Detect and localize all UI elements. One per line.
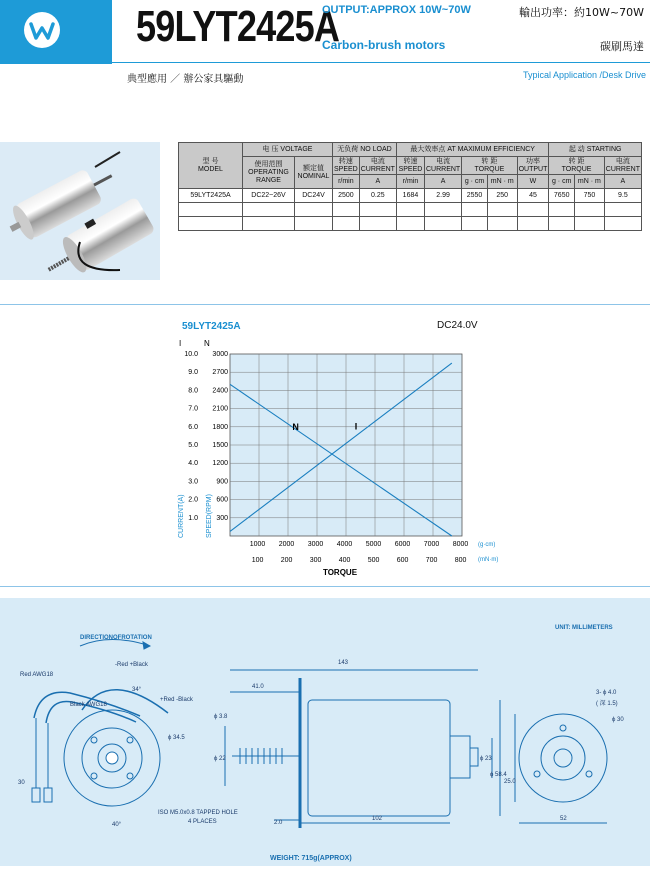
y-tick-speed: 2400: [212, 387, 228, 395]
me-torque-en: TORQUE: [474, 165, 505, 173]
me-torque-cn: 转 距: [481, 157, 498, 165]
op-range-cn: 使用范围: [254, 160, 283, 168]
me-current-en: CURRENT: [425, 165, 461, 173]
wire-redblack-1: -Red +Black: [115, 662, 148, 668]
x-label: TORQUE: [322, 568, 358, 577]
unit-gcm: g · cm: [462, 175, 488, 189]
y-tick-current: 4.0: [188, 460, 198, 468]
iso-label: ISO M5.0x0.8 TAPPED HOLE: [158, 810, 238, 816]
nl-speed-cn: 转速: [338, 157, 353, 165]
maxeff-group-header: 最大效率点 AT MAXIMUM EFFICIENCY: [396, 143, 548, 157]
x-tick-mnm: 600: [396, 557, 409, 564]
dim-102: 102: [372, 816, 383, 822]
nominal-en: NOMINAL: [297, 172, 330, 180]
y-tick-current: 3.0: [188, 478, 198, 486]
performance-chart: [170, 334, 510, 584]
unit-mnm-2: mN · m: [575, 175, 605, 189]
me-current-cn: 电流: [436, 157, 451, 165]
nl-speed-en: SPEED: [334, 165, 358, 173]
st-current-en: CURRENT: [605, 165, 640, 173]
y-tick-speed: 2700: [212, 369, 228, 377]
op-range-en: OPERATING RANGE: [248, 168, 289, 184]
cell-me-torque-mn: 250: [487, 189, 517, 203]
me-output-cn: 功率: [525, 157, 540, 165]
nl-current-en: CURRENT: [360, 165, 395, 173]
y-tick-current: 6.0: [188, 423, 198, 431]
cell-me-speed: 1684: [396, 189, 424, 203]
dim-depth: ( 深 1.5): [596, 701, 618, 707]
y-left-label: CURRENT(A): [178, 494, 185, 538]
dim-d345: ϕ 34.5: [168, 735, 185, 741]
dim-d30: ϕ 30: [612, 717, 624, 723]
dim-d23: ϕ 23: [480, 756, 492, 762]
cell-model: 59LYT2425A: [179, 189, 243, 203]
dimension-drawing: [0, 598, 650, 866]
wire-red-label: Red AWG18: [20, 672, 54, 678]
x-tick-mnm: 300: [309, 557, 322, 564]
st-torque-cn: 转 距: [568, 157, 585, 165]
motor-type-cn: 碳刷馬達: [600, 40, 644, 53]
starting-group-header: 起 动 STARTING: [549, 143, 642, 157]
cell-nl-speed: 2500: [333, 189, 360, 203]
table-row-empty: [179, 203, 642, 217]
dim-41: 41.0: [252, 684, 264, 690]
motor-type-en: Carbon-brush motors: [322, 38, 446, 52]
x-tick-gcm: 2000: [278, 541, 295, 548]
output-range-cn: 輸出功率：約10W~70W: [519, 6, 644, 19]
me-speed-en: SPEED: [398, 165, 423, 173]
y-tick-speed: 2100: [212, 405, 228, 413]
y-tick-current: 8.0: [188, 387, 198, 395]
unit-label: UNIT: MILLIMETERS: [555, 625, 613, 631]
y-tick-current: 1.0: [188, 514, 198, 522]
nl-current-cn: 电流: [370, 157, 385, 165]
x-tick-gcm: 7000: [423, 541, 440, 548]
angle-34: 34°: [132, 687, 142, 693]
cell-nl-current: 0.25: [359, 189, 396, 203]
y-tick-speed: 300: [216, 514, 228, 522]
unit-gcm-2: g · cm: [549, 175, 575, 189]
application-en: Typical Application /Desk Drive: [522, 70, 646, 80]
y-right-header: N: [204, 339, 210, 348]
x-tick-gcm: 1000: [249, 541, 266, 548]
model-header-en: MODEL: [198, 165, 223, 173]
rotation-label: DIRECTIONOFROTATION: [80, 635, 152, 641]
weight-label: WEIGHT: 715g(APPROX): [270, 855, 352, 862]
x-tick-mnm: 800: [454, 557, 467, 564]
cell-me-output: 45: [517, 189, 549, 203]
y-tick-speed: 1500: [212, 442, 228, 449]
application-cn: 典型應用 ／ 辦公家具驅動: [127, 74, 244, 85]
unit-w: W: [517, 175, 549, 189]
x-tick-mnm: 100: [251, 557, 264, 564]
wire-redblack-2: +Red -Black: [160, 697, 193, 703]
chart-voltage: DC24.0V: [437, 320, 478, 331]
brand-logo: [0, 0, 112, 64]
cell-me-torque-g: 2550: [462, 189, 488, 203]
x-tick-gcm: 4000: [336, 541, 353, 548]
angle-40: 40°: [112, 822, 122, 828]
dim-holes: 3- ϕ 4.0: [596, 690, 617, 696]
series-label-N: N: [292, 421, 299, 432]
unit-mnm: mN · m: [487, 175, 517, 189]
y-tick-current: 5.0: [188, 442, 198, 449]
y-tick-speed: 1200: [212, 460, 228, 468]
x-tick-gcm: 6000: [394, 541, 411, 548]
unit-rmin-2: r/min: [396, 175, 424, 189]
cell-st-torque-g: 7650: [549, 189, 575, 203]
cell-st-current: 9.5: [604, 189, 641, 203]
st-current-cn: 电流: [615, 157, 630, 165]
y-tick-speed: 1800: [212, 423, 228, 431]
x-tick-gcm: 8000: [452, 541, 469, 548]
dim-d22: ϕ 22: [214, 756, 226, 762]
table-row-empty: [179, 217, 642, 231]
x-unit-bottom: (mN·m): [478, 557, 499, 563]
nominal-cn: 额定值: [303, 164, 324, 172]
dim-20: 2.0: [274, 820, 283, 826]
st-torque-en: TORQUE: [561, 165, 592, 173]
y-tick-speed: 600: [216, 496, 228, 504]
wire-black-label: Black AWG18: [70, 702, 107, 708]
motor-photo: [0, 142, 160, 280]
dim-30: 30: [18, 780, 25, 786]
header-divider: [112, 62, 650, 63]
y-right-label: SPEED(RPM): [206, 494, 213, 538]
y-tick-current: 2.0: [188, 496, 198, 504]
y-left-header: I: [179, 339, 182, 348]
x-tick-mnm: 500: [367, 557, 380, 564]
noload-group-header: 无负荷 NO LOAD: [333, 143, 397, 157]
unit-rmin: r/min: [333, 175, 360, 189]
me-speed-cn: 转速: [403, 157, 418, 165]
output-range-en: OUTPUT:APPROX 10W~70W: [322, 4, 471, 16]
x-tick-mnm: 200: [280, 557, 293, 564]
y-tick-speed: 3000: [212, 351, 228, 358]
x-tick-gcm: 5000: [365, 541, 382, 548]
cell-st-torque-mn: 750: [575, 189, 605, 203]
chart-title: 59LYT2425A: [182, 321, 241, 332]
spec-table: [178, 142, 642, 231]
voltage-group-header: 电 压 VOLTAGE: [243, 143, 333, 157]
model-title: 59LYT2425A: [136, 2, 340, 51]
dim-250: 25.0: [504, 779, 516, 785]
places-label: 4 PLACES: [188, 819, 217, 825]
y-tick-current: 10.0: [184, 351, 198, 358]
section-divider-2: [0, 586, 650, 587]
x-tick-gcm: 3000: [307, 541, 324, 548]
cell-nominal: DC24V: [295, 189, 333, 203]
model-header-cn: 型 号: [202, 157, 219, 165]
dim-143: 143: [338, 660, 349, 666]
cell-me-current: 2.99: [424, 189, 461, 203]
logo-icon: [0, 0, 112, 64]
y-tick-speed: 900: [216, 478, 228, 486]
x-tick-mnm: 700: [425, 557, 438, 564]
y-tick-current: 7.0: [188, 405, 198, 413]
unit-a-2: A: [424, 175, 461, 189]
cell-op-range: DC22~26V: [243, 189, 295, 203]
header: [0, 0, 650, 70]
section-divider: [0, 304, 650, 305]
unit-a: A: [359, 175, 396, 189]
dim-d584: ϕ 58.4: [490, 772, 507, 778]
unit-a-3: A: [604, 175, 641, 189]
dim-52: 52: [560, 816, 567, 822]
x-unit-top: (g·cm): [478, 542, 496, 548]
y-tick-current: 9.0: [188, 369, 198, 377]
series-label-I: I: [354, 421, 358, 432]
dim-d38: ϕ 3.8: [214, 714, 228, 720]
me-output-en: OUTPUT: [518, 165, 548, 173]
x-tick-mnm: 400: [338, 557, 351, 564]
table-row: [179, 189, 642, 203]
